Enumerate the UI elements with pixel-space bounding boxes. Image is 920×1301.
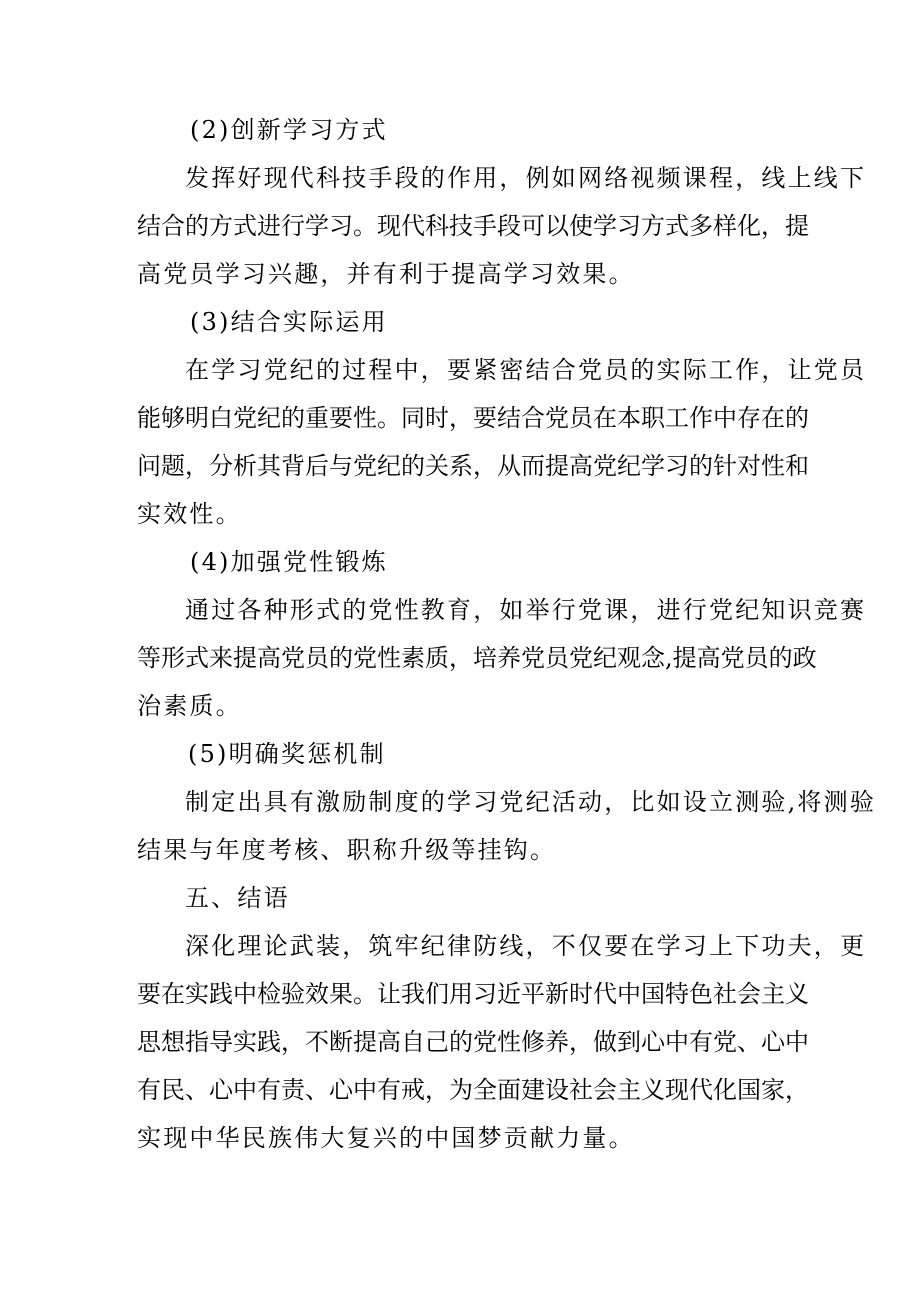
paragraph-line: 在学习党纪的过程中，要紧密结合党员的实际工作，让党员 — [185, 356, 867, 384]
paragraph-line: 治素质。 — [137, 692, 242, 720]
paragraph-line: 高党员学习兴趣，并有利于提高学习效果。 — [137, 260, 635, 288]
paragraph-line: 思想指导实践，不断提高自己的党性修养，做到心中有党、心中 — [137, 1028, 809, 1056]
paragraph-line: 发挥好现代科技手段的作用，例如网络视频课程，线上线下 — [185, 164, 867, 192]
section-heading: 五、结语 — [185, 884, 290, 912]
paragraph-line: 实现中华民族伟大复兴的中国梦贡献力量。 — [137, 1124, 635, 1152]
section-heading: (5)明确奖惩机制 — [188, 740, 386, 768]
paragraph-line: 问题，分析其背后与党纪的关系，从而提高党纪学习的针对性和 — [137, 452, 809, 480]
paragraph-line: 通过各种形式的党性教育，如举行党课，进行党纪知识竞赛 — [185, 596, 867, 624]
paragraph-line: 制定出具有激励制度的学习党纪活动，比如设立测验,将测验 — [185, 788, 877, 816]
paragraph-line: 要在实践中检验效果。让我们用习近平新时代中国特色社会主义 — [137, 980, 809, 1008]
paragraph-line: 能够明白党纪的重要性。同时，要结合党员在本职工作中存在的 — [137, 404, 809, 432]
paragraph-line: 结果与年度考核、职称升级等挂钩。 — [137, 836, 557, 864]
section-heading: (4)加强党性锻炼 — [190, 548, 388, 576]
paragraph-line: 有民、心中有责、心中有戒，为全面建设社会主义现代化国家， — [137, 1076, 809, 1104]
paragraph-line: 结合的方式进行学习。现代科技手段可以使学习方式多样化，提 — [137, 212, 809, 240]
section-heading: (3)结合实际运用 — [190, 308, 388, 336]
paragraph-line: 实效性。 — [137, 500, 242, 528]
section-heading: (2)创新学习方式 — [190, 116, 388, 144]
paragraph-line: 等形式来提高党员的党性素质，培养党员党纪观念,提高党员的政 — [137, 644, 817, 672]
paragraph-line: 深化理论武装，筑牢纪律防线，不仅要在学习上下功夫，更 — [185, 932, 867, 960]
